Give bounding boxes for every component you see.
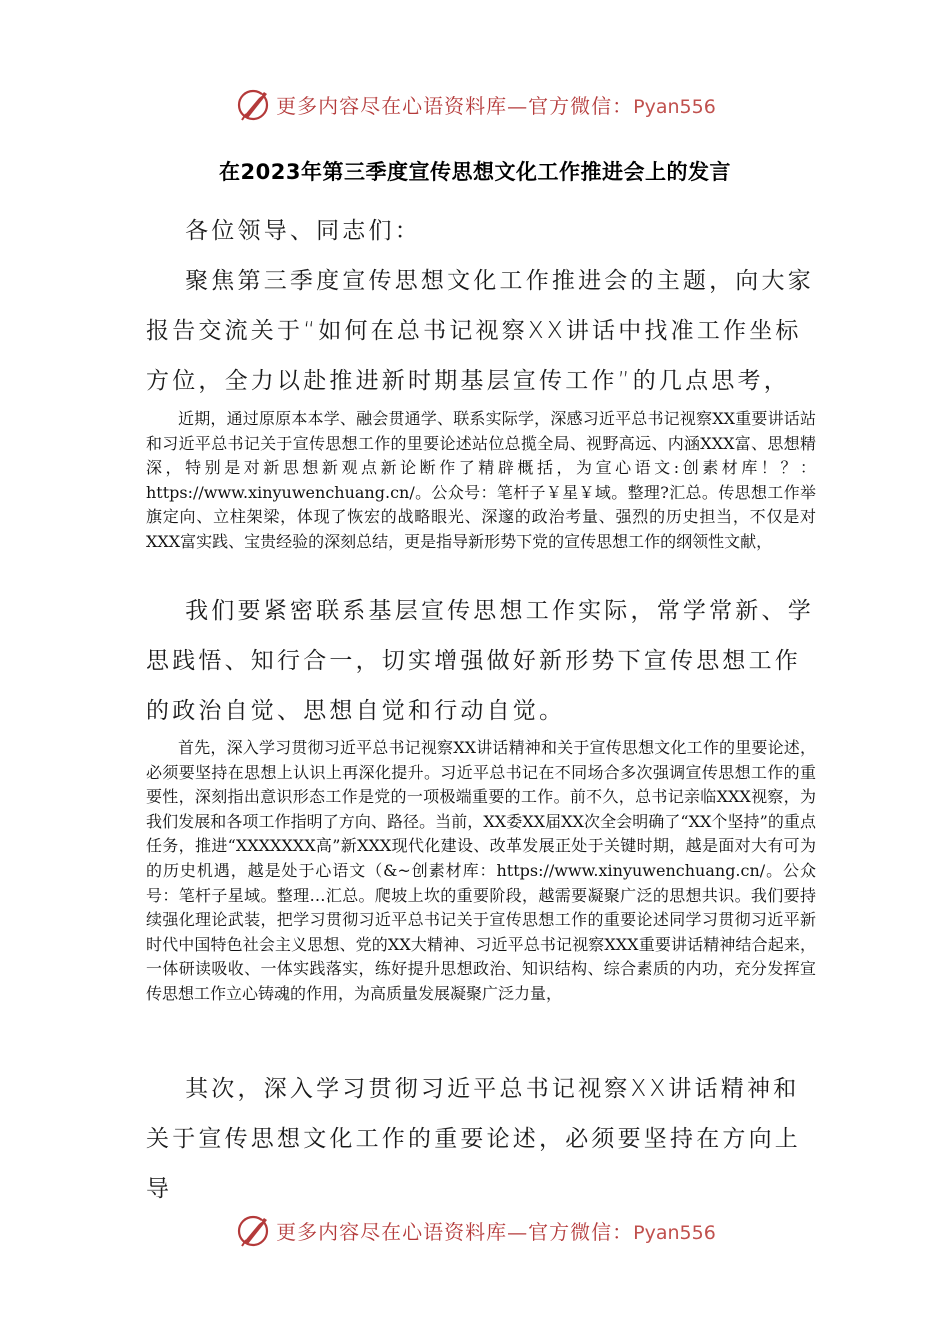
paragraph-5: 其次，深入学习贯彻习近平总书记视察XX讲话精神和关于宣传思想文化工作的重要论述，必须要坚持在方向上导 xyxy=(146,1076,801,1202)
footer-watermark xyxy=(0,1208,950,1252)
page-title: 在2023年第三季度宣传思想文化工作推进会上的发言 xyxy=(219,160,731,184)
quill-logo-icon xyxy=(234,1210,274,1250)
quill-logo-icon xyxy=(234,84,274,124)
paragraph-3: 我们要紧密联系基层宣传思想工作实际，常学常新、学思践悟、知行合一，切实增强做好新形势下宣传思想工作的政治自觉、思想自觉和行动自觉。 xyxy=(146,598,814,724)
greeting: 各位领导、同志们： xyxy=(185,218,421,244)
watermark-id: Pyan556 xyxy=(633,95,716,118)
watermark-text: 更多内容尽在心语资料库—官方微信：Pyan556 xyxy=(276,93,716,118)
header-watermark xyxy=(0,82,950,126)
watermark-id: Pyan556 xyxy=(633,1221,716,1244)
watermark-text: 更多内容尽在心语资料库—官方微信：Pyan556 xyxy=(276,1219,716,1244)
paragraph-2: 近期，通过原原本本学、融会贯通学、联系实际学，深感习近平总书记视察XX重要讲话站和习近平总书记关于宣传思想工作的里要论述站位总揽全局、视野高远、内涵XXX富、思想精深，特别是对新思想新观点新论断作了精辟概括，为宣心语文:创素材库！？：https://www.xinyuwenchuang.cn/。公众号：笔杆子￥星￥域。整理?汇总。传思想工作举旗定向、立柱架梁，体现了恢宏的战略眼光、深邃的政治考量、强烈的历史担当，不仅是对XXX富实践、宝贵经验的深刻总结，更是指导新形势下党的宣传思想工作的纲领性文献， xyxy=(146,409,816,551)
paragraph-1: 聚焦第三季度宣传思想文化工作推进会的主题，向大家报告交流关于“如何在总书记视察XX讲话中找准工作坐标方位，全力以赴推进新时期基层宣传工作”的几点思考， xyxy=(146,268,814,394)
paragraph-4: 首先，深入学习贯彻习近平总书记视察XX讲话精神和关于宣传思想文化工作的里要论述，必须要坚持在思想上认识上再深化提升。习近平总书记在不同场合多次强调宣传思想工作的重要性，深刻指出意识形态工作是党的一项极端重要的工作。前不久，总书记亲临XXX视察，为我们发展和各项工作指明了方向、路径。当前，XX委XX届XX次全会明确了“XX个坚持”的重点任务，推进“XXXXXXX高”新XXX现代化建设、改革发展正处于关键时期，越是面对大有可为的历史机遇，越是处于心语文（&~创素材库：https://www.xinyuwenchuang.cn/。公众号：笔杆子星域。整理…汇总。爬坡上坎的重要阶段，越需要凝聚广泛的思想共识。我们要持续强化理论武装，把学习贯彻习近平总书记关于宣传思想工作的重要论述同学习贯彻习近平新时代中国特色社会主义思想、党的XX大精神、习近平总书记视察XXX重要讲话精神结合起来，一体研读吸收、一体实践落实，练好提升思想政治、知识结构、综合素质的内功，充分发挥宣传思想工作立心铸魂的作用，为高质量发展凝聚广泛力量， xyxy=(146,738,816,1003)
